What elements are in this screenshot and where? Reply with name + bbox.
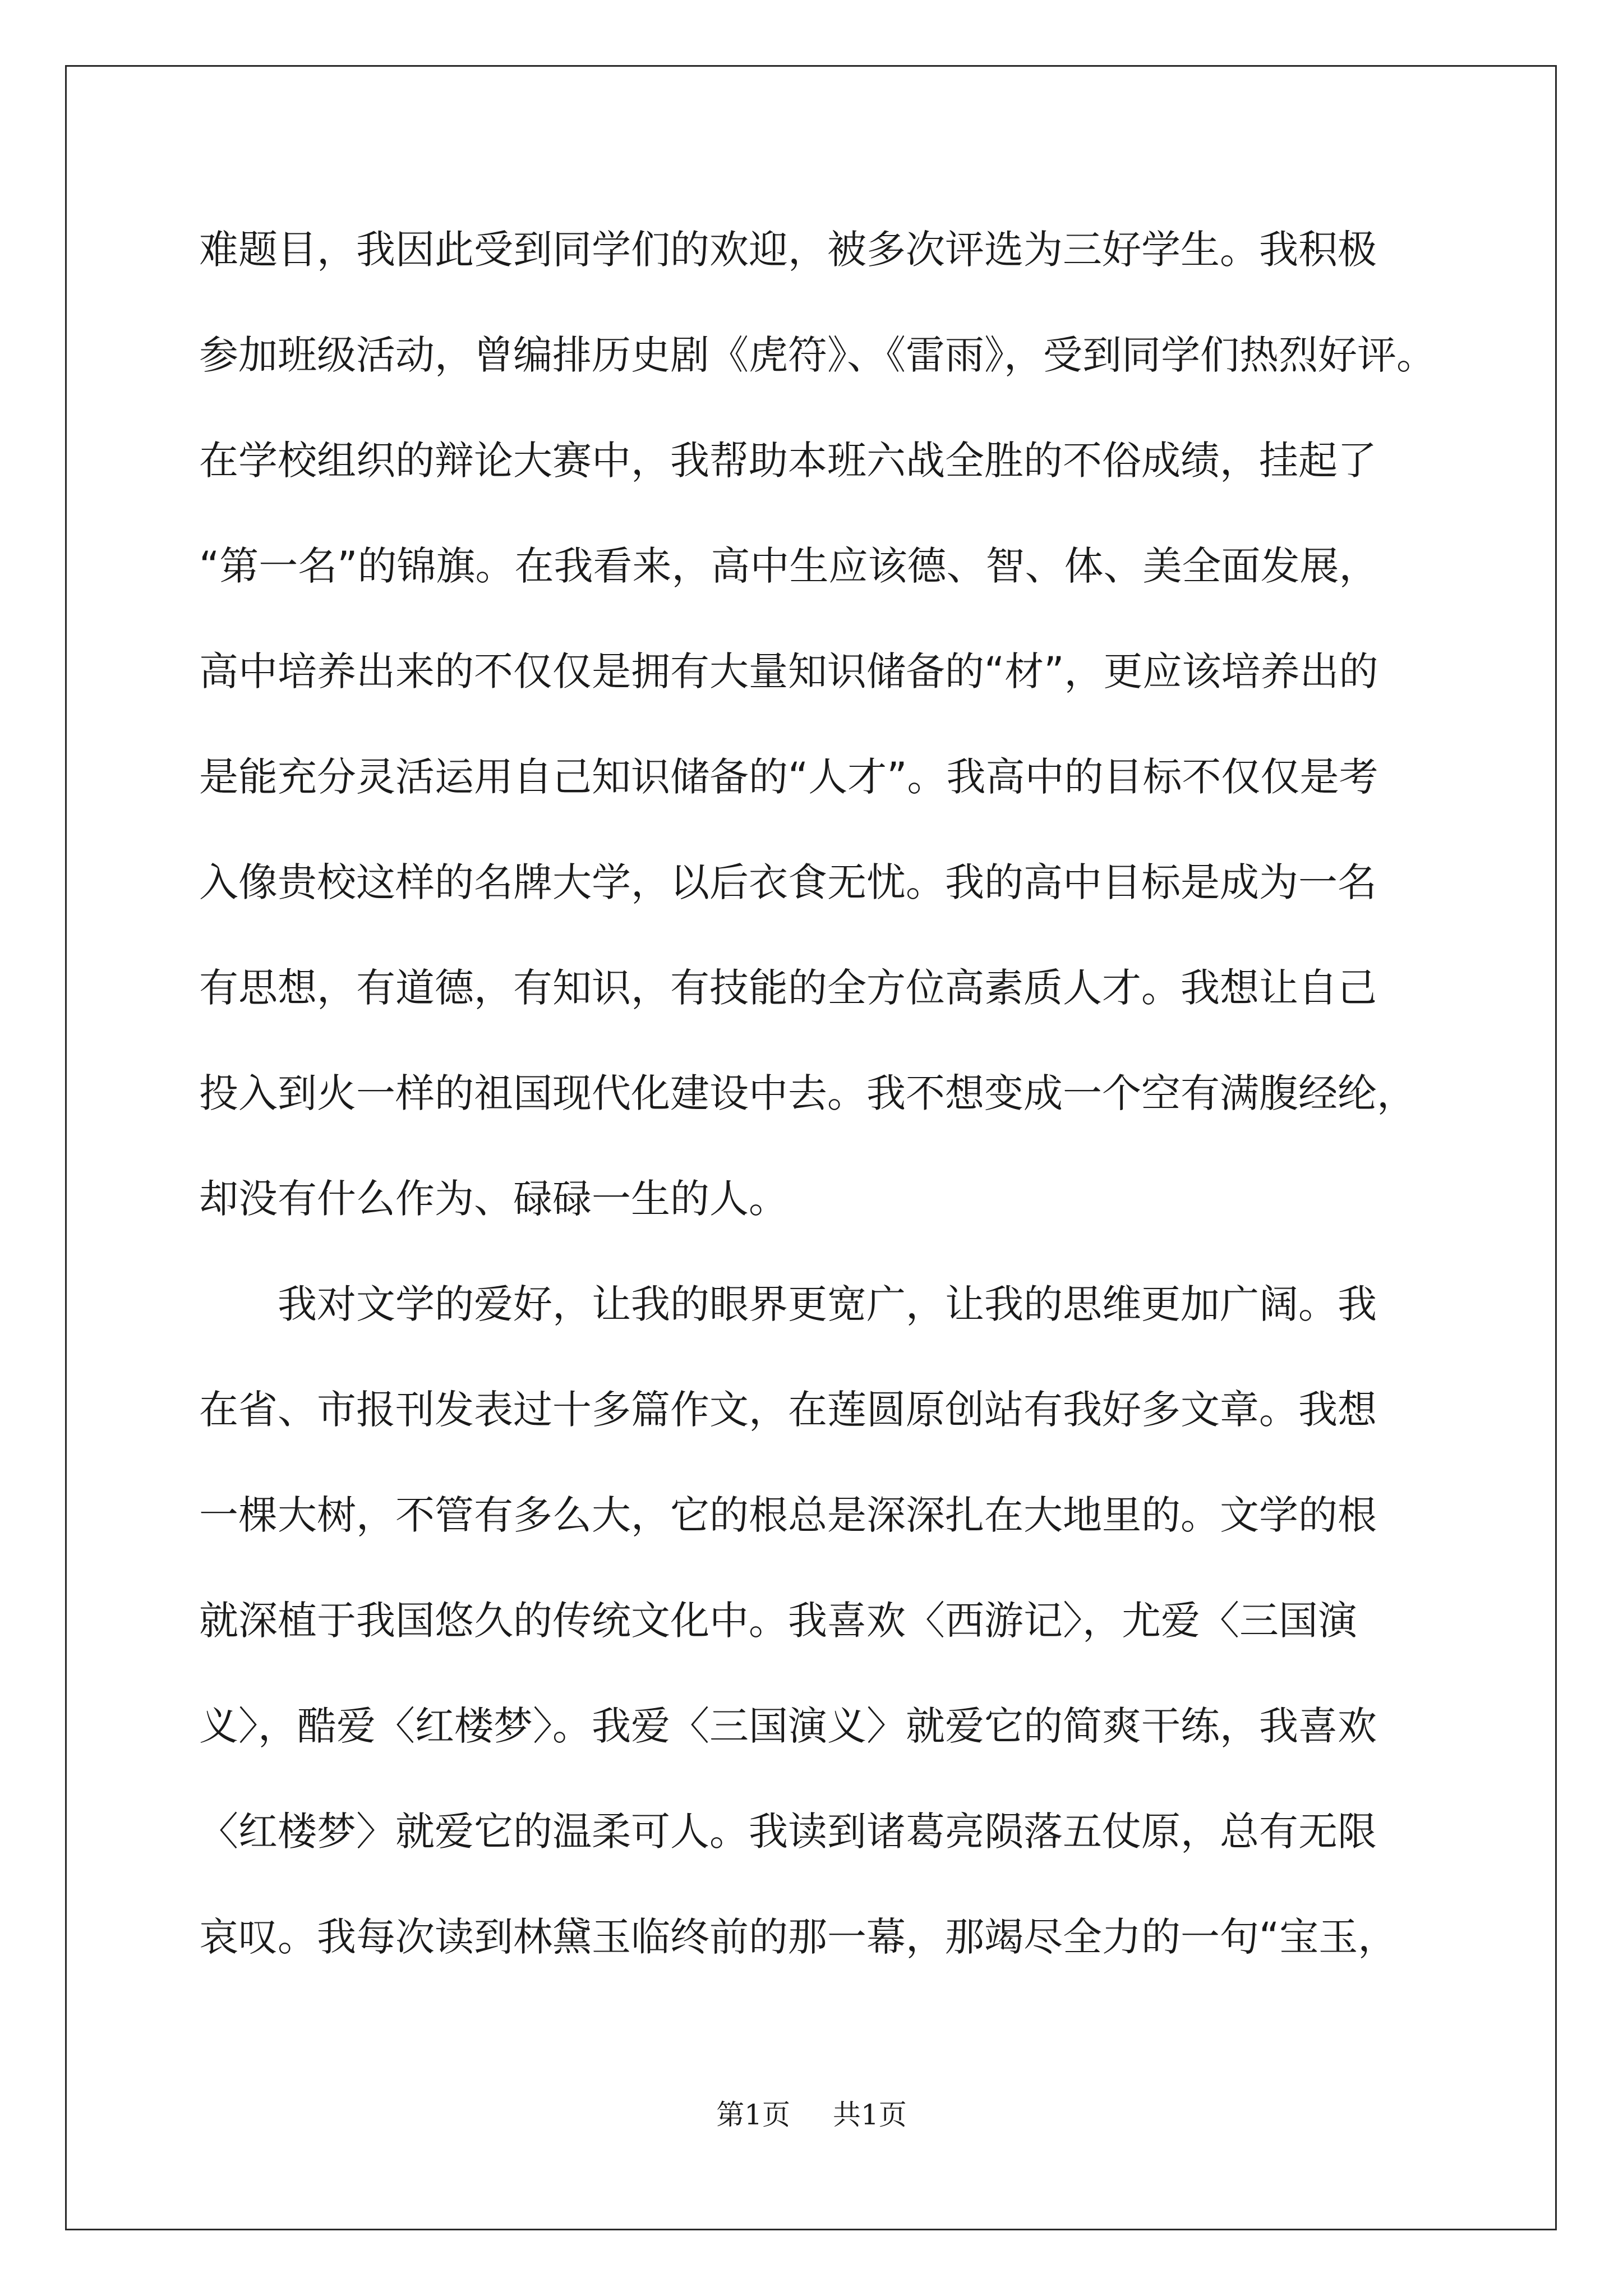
- page-count: 共1页: [832, 2099, 907, 2131]
- text-line: 就深植于我国悠久的传统文化中。我喜欢〈西游记〉，尤爱〈三国演: [199, 1598, 1357, 1644]
- text-line: 却没有什么作为、碌碌一生的人。: [199, 1176, 788, 1222]
- text-line: 难题目，我因此受到同学们的欢迎，被多次评选为三好学生。我积极: [199, 227, 1377, 273]
- paragraph-start-line: 我对文学的爱好，让我的眼界更宽广，让我的思维更加广阔。我: [278, 1281, 1377, 1327]
- text-line: 有思想，有道德，有知识，有技能的全方位高素质人才。我想让自己: [199, 965, 1377, 1011]
- text-line: “第一名”的锦旗。在我看来，高中生应该德、智、体、美全面发展，: [199, 543, 1378, 589]
- text-line: 入像贵校这样的名牌大学，以后衣食无忧。我的高中目标是成为一名: [199, 859, 1377, 905]
- text-line: 在省、市报刊发表过十多篇作文，在莲圆原创站有我好多文章。我想: [199, 1387, 1377, 1433]
- text-line: 参加班级活动，曾编排历史剧《虎符》、《雷雨》，受到同学们热烈好评。: [199, 332, 1436, 378]
- text-line: 高中培养出来的不仅仅是拥有大量知识储备的“材”，更应该培养出的: [199, 648, 1378, 694]
- text-line: 一棵大树，不管有多么大，它的根总是深深扎在大地里的。文学的根: [199, 1492, 1377, 1538]
- document-body: [199, 210, 1483, 2003]
- text-line: 投入到火一样的祖国现代化建设中去。我不想变成一个空有满腹经纶，: [199, 1070, 1416, 1116]
- page-number: 第1页: [716, 2099, 791, 2131]
- text-line: 是能充分灵活运用自己知识储备的“人才”。我高中的目标不仅仅是考: [199, 754, 1378, 800]
- text-line: 〈红楼梦〉就爱它的温柔可人。我读到诸葛亮陨落五仗原，总有无限: [199, 1809, 1377, 1855]
- page-footer: [0, 2092, 1623, 2133]
- text-line: 在学校组织的辩论大赛中，我帮助本班六战全胜的不俗成绩，挂起了: [199, 438, 1377, 484]
- text-line: 哀叹。我每次读到林黛玉临终前的那一幕，那竭尽全力的一句“宝玉，: [199, 1914, 1398, 1960]
- text-line: 义〉，酷爱〈红楼梦〉。我爱〈三国演义〉就爱它的简爽干练，我喜欢: [199, 1703, 1377, 1749]
